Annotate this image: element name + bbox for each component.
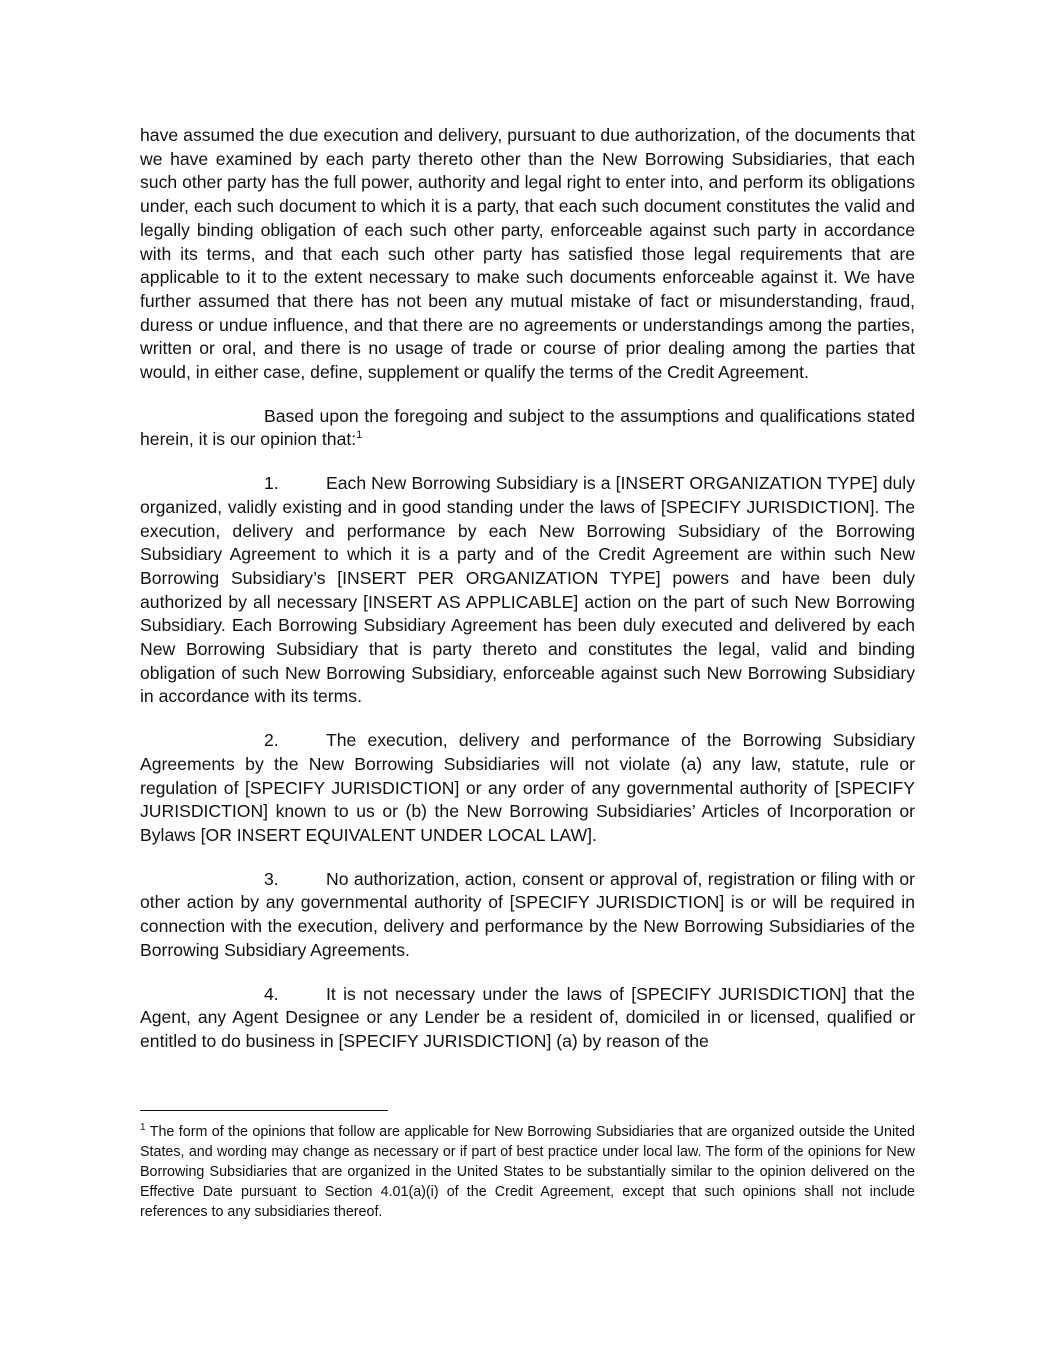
opinion-item-text: Each New Borrowing Subsidiary is a [INSERT ORGANIZATION TYPE] duly organized, validly existing and in good standing under the laws of [SPECIFY JURISDICTION]. The execution, delivery and performance by each New Borrowing Subsidiary of the Borrowing Subsidiary Agreement to which it is a party and of the Credit Agreement are within such New Borrowing Subsidiary’s [INSERT PER ORGANIZATION TYPE] powers and have been duly authorized by all necessary [INSERT AS APPLICABLE] action on the part of such New Borrowing Subsidiary. Each Borrowing Subsidiary Agreement has been duly executed and delivered by each New Borrowing Subsidiary that is party thereto and constitutes the legal, valid and binding obligation of such New Borrowing Subsidiary, enforceable against such New Borrowing Subsidiary in accordance with its terms. <box>140 473 915 707</box>
paragraph-opinion-intro <box>140 405 915 452</box>
opinion-item-3 <box>140 868 915 963</box>
paragraph-opinion-intro-text: Based upon the foregoing and subject to the assumptions and qualifications stated herein, it is our opinion that: <box>140 405 915 450</box>
opinion-item-2 <box>140 729 915 848</box>
footnote-text: The form of the opinions that follow are applicable for New Borrowing Subsidiaries that are organized outside the United States, and wording may change as necessary or if part of best practice under local law. The form of the opinions for New Borrowing Subsidiaries that are organized in the United States to be substantially similar to the opinion delivered on the Effective Date pursuant to Section 4.01(a)(i) of the Credit Agreement, except that such opinions shall not include references to any subsidiaries thereof. <box>140 1124 915 1220</box>
opinion-item-number: 1. <box>264 473 279 494</box>
opinion-item-text: It is not necessary under the laws of [SPECIFY JURISDICTION] that the Agent, any Agent Designee or any Lender be a resident of, domiciled in or licensed, qualified or entitled to do business in [SPECIFY JURISDICTION] (a) by reason of the <box>140 983 915 1051</box>
footnote-marker: 1 <box>140 1122 146 1134</box>
opinion-item-text: The execution, delivery and performance of the Borrowing Subsidiary Agreements by the New Borrowing Subsidiaries will not violate (a) any law, statute, rule or regulation of [SPECIFY JURISDICTION] or any order of any governmental authority of [SPECIFY JURISDICTION] known to us or (b) the New Borrowing Subsidiaries’ Articles of Incorporation or Bylaws [OR INSERT EQUIVALENT UNDER LOCAL LAW]. <box>140 730 915 845</box>
opinion-item-number: 2. <box>264 730 279 751</box>
opinion-item-number: 3. <box>264 868 279 889</box>
opinion-item-1 <box>140 472 915 709</box>
footnote <box>140 1122 915 1222</box>
opinion-item-text: No authorization, action, consent or approval of, registration or filing with or other action by any governmental authority of [SPECIFY JURISDICTION] is or will be required in connection with the execution, delivery and performance by the New Borrowing Subsidiaries of the Borrowing Subsidiary Agreements. <box>140 868 915 960</box>
footnote-reference: 1 <box>356 429 363 442</box>
opinion-item-number: 4. <box>264 983 279 1004</box>
document-body <box>140 124 915 1054</box>
footnote-separator <box>140 1110 388 1111</box>
opinion-item-4 <box>140 983 915 1054</box>
paragraph-assumptions: have assumed the due execution and delivery, pursuant to due authorization, of the documents that we have examined by each party thereto other than the New Borrowing Subsidiaries, that each such other party has the full power, authority and legal right to enter into, and perform its obligations under, each such document to which it is a party, that each such document constitutes the valid and legally binding obligation of each such other party, enforceable against such party in accordance with its terms, and that each such other party has satisfied those legal requirements that are applicable to it to the extent necessary to make such documents enforceable against it. We have further assumed that there has not been any mutual mistake of fact or misunderstanding, fraud, duress or undue influence, and that there are no agreements or understandings among the parties, written or oral, and there is no usage of trade or course of prior dealing among the parties that would, in either case, define, supplement or qualify the terms of the Credit Agreement. <box>140 125 915 383</box>
